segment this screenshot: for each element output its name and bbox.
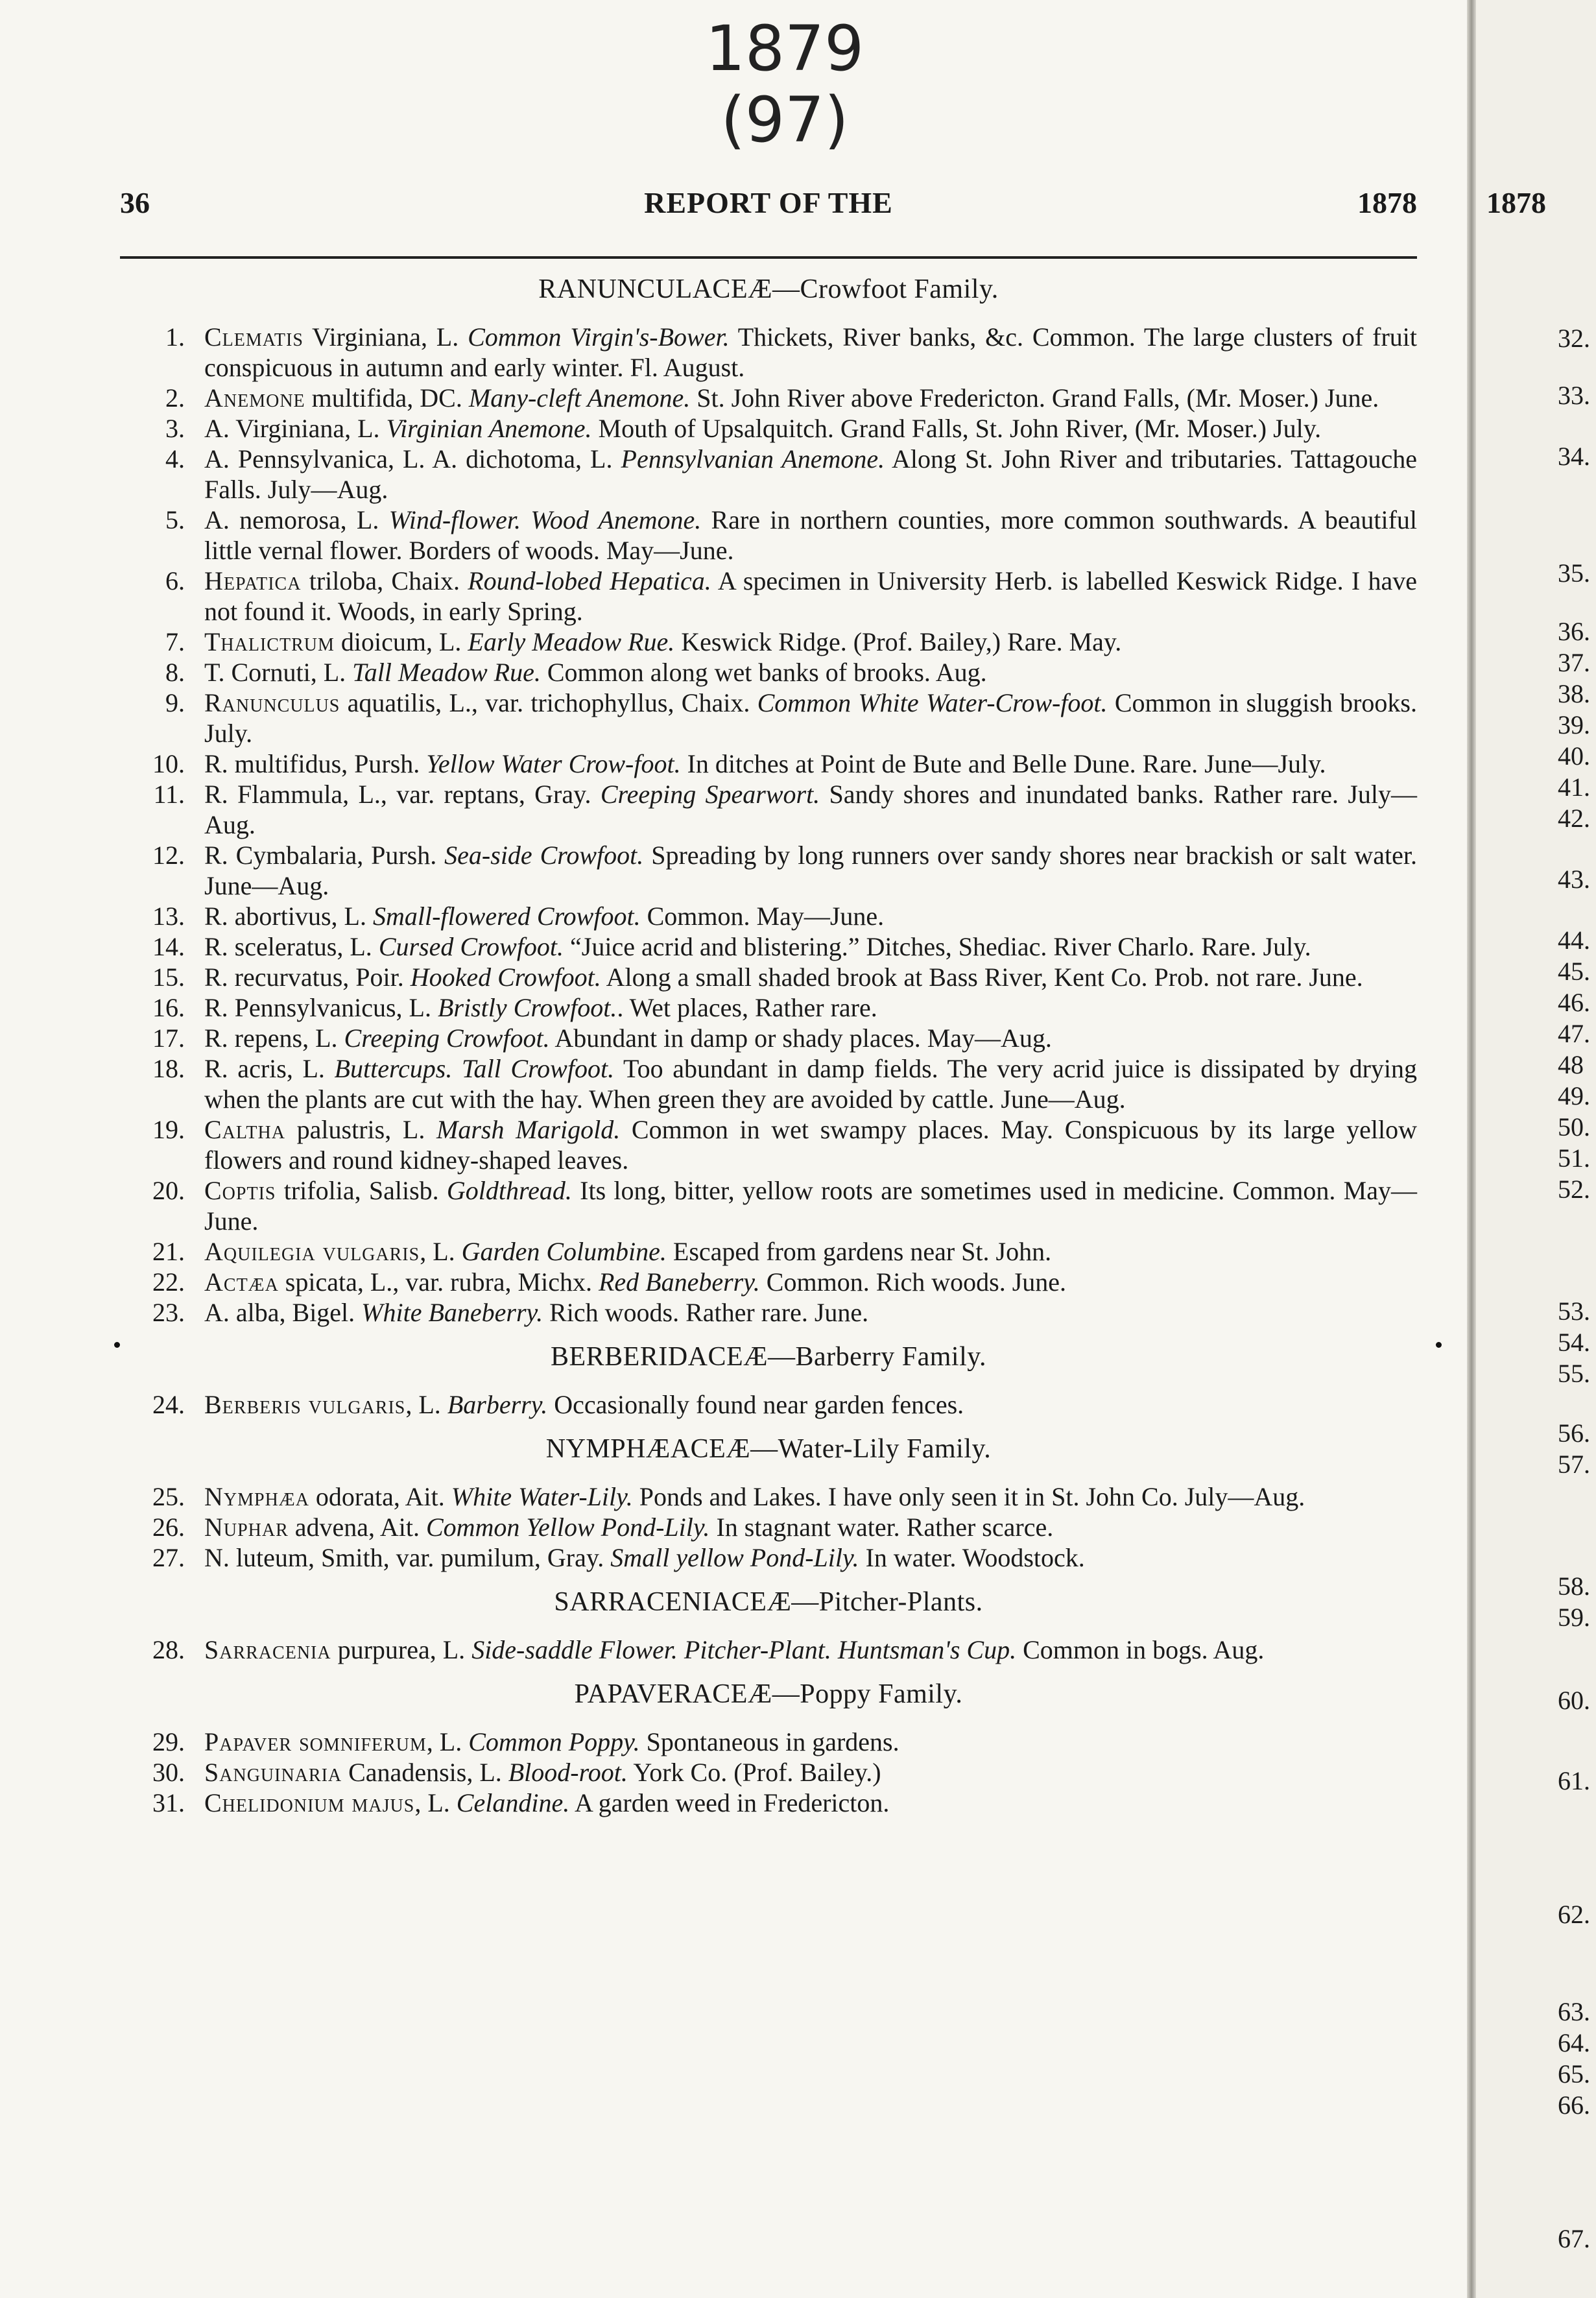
species-entry (120, 1481, 1417, 1512)
entry-note: Rich woods. Rather rare. June. (543, 1298, 869, 1327)
entry-text (204, 1053, 1417, 1114)
stray-dot-left (114, 1342, 120, 1348)
running-head (120, 186, 1417, 231)
adjacent-entry-number: 41. (1558, 772, 1590, 802)
common-name: Early Meadow Rue. (468, 627, 675, 656)
entry-number: 29. (152, 1727, 185, 1756)
entry-text (204, 1023, 1417, 1053)
entry-note: Mouth of Upsalquitch. Grand Falls, St. John River, (Mr. Moser.) July. (591, 414, 1322, 443)
genus-name: Caltha (204, 1115, 285, 1144)
scientific-name: aquatilis, L., var. trichophyllus, Chaix. (340, 688, 757, 717)
entry-note: “Juice acrid and blistering.” Ditches, Shediac. River Charlo. Rare. July. (564, 932, 1311, 961)
scientific-name: R. Flammula, L., var. reptans, Gray. (204, 780, 601, 809)
scientific-name: N. luteum, Smith, var. pumilum, Gray. (204, 1543, 611, 1572)
adjacent-page-year: 1878 (1486, 186, 1546, 219)
adjacent-entry-number: 64. (1558, 2028, 1590, 2057)
scientific-name: purpurea, L. (331, 1635, 472, 1664)
common-name: Creeping Crowfoot. (344, 1023, 550, 1053)
entry-number: 27. (152, 1543, 185, 1572)
scientific-name: T. Cornuti, L. (204, 658, 353, 687)
common-name: White Baneberry. (361, 1298, 543, 1327)
adjacent-entry-number: 54. (1558, 1328, 1590, 1357)
entry-note: Common. May—June. (640, 902, 885, 931)
entry-number: 3. (165, 414, 185, 443)
entry-number: 14. (152, 932, 185, 961)
species-entry (120, 840, 1417, 901)
entry-note: York Co. (Prof. Bailey.) (627, 1758, 881, 1787)
entry-text (204, 931, 1417, 962)
entry-number: 10. (152, 749, 185, 778)
entry-number: 31. (152, 1788, 185, 1817)
adjacent-entry-number: 66. (1558, 2090, 1590, 2120)
entry-number: 25. (152, 1482, 185, 1511)
entry-number: 20. (152, 1176, 185, 1205)
adjacent-entry-number: 50. (1558, 1112, 1590, 1142)
entry-number: 23. (152, 1298, 185, 1327)
entry-note: Abundant in damp or shady places. May—Aug. (549, 1023, 1052, 1053)
species-entry (120, 1236, 1417, 1267)
page-number: 36 (120, 186, 150, 219)
common-name: Pennsylvanian Anemone. (621, 444, 885, 473)
entry-number: 18. (152, 1054, 185, 1083)
common-name: Side-saddle Flower. Pitcher-Plant. Huntsman's Cup. (471, 1635, 1017, 1664)
common-name: Buttercups. Tall Crowfoot. (334, 1054, 615, 1083)
species-entry (120, 1512, 1417, 1542)
adjacent-entry-number: 33. (1558, 381, 1590, 410)
adjacent-entry-number: 46. (1558, 988, 1590, 1017)
running-head-year: 1878 (1357, 186, 1417, 219)
entry-text (204, 1512, 1417, 1542)
entry-text (204, 1175, 1417, 1236)
species-entry (120, 1634, 1417, 1665)
scientific-name: odorata, Ait. (309, 1482, 451, 1511)
scientific-name: multifida, DC. (305, 383, 469, 413)
entry-note: Rare in northern counties, more common southwards. A beautiful little vernal flower. Borders of woods. May—June. (204, 505, 1418, 565)
entry-number: 11. (153, 780, 185, 809)
entry-note: In ditches at Point de Bute and Belle Dune. Rare. June—July. (680, 749, 1326, 778)
scientific-name: A. Pennsylvanica, L. A. dichotoma, L. (204, 444, 621, 473)
genus-name: Hepatica (204, 566, 302, 595)
genus-name: Sarracenia (204, 1635, 331, 1664)
common-name: Round-lobed Hepatica. (468, 566, 711, 595)
species-entry (120, 901, 1417, 931)
adjacent-entry-number: 48 (1558, 1050, 1584, 1079)
entry-text (204, 992, 1417, 1023)
entry-text (204, 1727, 1417, 1757)
adjacent-entry-number: 35. (1558, 558, 1590, 588)
scientific-name: R. recurvatus, Poir. (204, 963, 411, 992)
common-name: Sea-side Crowfoot. (444, 841, 644, 870)
common-name: Bristly Crowfoot. (437, 993, 617, 1022)
scientific-name: trifolia, Salisb. (276, 1176, 447, 1205)
entry-text (204, 1236, 1417, 1267)
genus-name: Sanguinaria (204, 1758, 342, 1787)
species-entry (120, 413, 1417, 444)
common-name: Common Virgin's-Bower. (468, 322, 730, 352)
entry-text (204, 779, 1417, 840)
species-entry (120, 1727, 1417, 1757)
entry-note: Common in sluggish brooks. July. (204, 688, 1417, 748)
entry-text (204, 413, 1417, 444)
common-name: Blood-root. (508, 1758, 628, 1787)
adjacent-entry-number: 36. (1558, 617, 1590, 646)
entry-note: St. John River above Fredericton. Grand Falls, (Mr. Moser.) June. (690, 383, 1379, 413)
scientific-name: R. abortivus, L. (204, 902, 373, 931)
genus-name: Actæa (204, 1267, 279, 1297)
entry-number: 6. (165, 566, 185, 595)
handwritten-archive-note (687, 13, 882, 156)
scientific-name: R. Cymbalaria, Pursh. (204, 841, 445, 870)
genus-name: Anemone (204, 383, 305, 413)
entry-note: A garden weed in Fredericton. (569, 1788, 890, 1817)
scientific-name: R. sceleratus, L. (204, 932, 379, 961)
genus-name: Clematis (204, 322, 304, 352)
common-name: Common Yellow Pond-Lily. (425, 1513, 710, 1542)
species-entry (120, 962, 1417, 992)
adjacent-entry-number: 55. (1558, 1359, 1590, 1388)
genus-name: Nuphar (204, 1513, 289, 1542)
adjacent-entry-number: 58. (1558, 1572, 1590, 1601)
entry-note: Along St. John River and tributaries. Tattagouche Falls. July—Aug. (204, 444, 1418, 504)
scientific-name: , L. (426, 1727, 469, 1756)
species-entry (120, 657, 1417, 688)
entry-text (204, 962, 1417, 992)
entry-number: 2. (165, 383, 185, 413)
stray-dot-right (1436, 1342, 1442, 1348)
entry-number: 17. (152, 1023, 185, 1053)
entry-number: 8. (165, 658, 185, 687)
header-rule (120, 256, 1417, 259)
adjacent-entry-number: 52. (1558, 1175, 1590, 1204)
species-entry (120, 779, 1417, 840)
entry-note: Spreading by long runners over sandy shores near brackish or salt water. June—Aug. (204, 841, 1417, 900)
species-entry (120, 505, 1417, 566)
family-heading: PAPAVERACEÆ—Poppy Family. (574, 1679, 963, 1709)
entry-number: 15. (152, 963, 185, 992)
scientific-name: A. alba, Bigel. (204, 1298, 362, 1327)
scientific-name: R. multifidus, Pursh. (204, 749, 427, 778)
entry-text (204, 1634, 1417, 1665)
species-entry (120, 383, 1417, 413)
species-entry (120, 1175, 1417, 1236)
entry-number: 12. (152, 841, 185, 870)
entry-text (204, 748, 1417, 779)
common-name: Small yellow Pond-Lily. (610, 1543, 859, 1572)
common-name: Tall Meadow Rue. (352, 658, 541, 687)
species-entry (120, 444, 1417, 505)
entry-number: 28. (152, 1635, 185, 1664)
genus-name: Coptis (204, 1176, 276, 1205)
entry-note: . Wet places, Rather rare. (617, 993, 877, 1022)
entry-note: In stagnant water. Rather scarce. (709, 1513, 1054, 1542)
species-entry (120, 1053, 1417, 1114)
entry-note: Thickets, River banks, &c. Common. The large clusters of fruit conspicuous in autumn and early winter. Fl. August. (204, 322, 1418, 382)
entry-number: 5. (165, 505, 185, 534)
family-heading: BERBERIDACEÆ—Barberry Family. (550, 1342, 987, 1372)
entry-text (204, 566, 1417, 627)
species-entry (120, 688, 1417, 748)
adjacent-entry-number: 43. (1558, 865, 1590, 894)
species-entry (120, 627, 1417, 657)
adjacent-entry-number: 67. (1558, 2224, 1590, 2253)
adjacent-entry-number: 63. (1558, 1997, 1590, 2026)
entry-text (204, 1267, 1417, 1297)
species-list (120, 269, 1417, 1818)
entry-number: 4. (165, 444, 185, 473)
species-entry (120, 1297, 1417, 1328)
adjacent-entry-number: 44. (1558, 926, 1590, 955)
common-name: Small-flowered Crowfoot. (372, 902, 641, 931)
genus-name: Ranunculus (204, 688, 340, 717)
adjacent-entry-number: 60. (1558, 1686, 1590, 1715)
entry-note: Keswick Ridge. (Prof. Bailey,) Rare. May. (674, 627, 1122, 656)
family-heading: SARRACENIACEÆ—Pitcher-Plants. (554, 1587, 983, 1617)
adjacent-entry-number: 51. (1558, 1143, 1590, 1173)
common-name: Many-cleft Anemone. (468, 383, 691, 413)
species-entry (120, 1389, 1417, 1420)
running-head-title: REPORT OF THE (644, 186, 893, 219)
scientific-name: Canadensis, L. (342, 1758, 508, 1787)
common-name: Virginian Anemone. (386, 414, 592, 443)
adjacent-entry-number: 38. (1558, 679, 1590, 708)
scientific-name: , L. (420, 1237, 462, 1266)
entry-number: 21. (152, 1237, 185, 1266)
entry-note: A specimen in University Herb. is labelled Keswick Ridge. I have not found it. Woods, in early Spring. (204, 566, 1417, 626)
entry-note: In water. Woodstock. (859, 1543, 1085, 1572)
common-name: Garden Columbine. (461, 1237, 667, 1266)
adjacent-entry-number: 39. (1558, 710, 1590, 739)
adjacent-entry-number: 62. (1558, 1900, 1590, 1929)
adjacent-entry-number: 59. (1558, 1603, 1590, 1632)
entry-text (204, 1389, 1417, 1420)
species-entry (120, 1788, 1417, 1818)
family-heading: RANUNCULACEÆ—Crowfoot Family. (538, 274, 999, 304)
entry-note: Sandy shores and inundated banks. Rather rare. July—Aug. (204, 780, 1418, 839)
species-entry (120, 1267, 1417, 1297)
entry-text (204, 1297, 1417, 1328)
adjacent-entry-number: 40. (1558, 741, 1590, 771)
entry-text (204, 901, 1417, 931)
entry-number: 1. (165, 322, 185, 352)
entry-number: 19. (152, 1115, 185, 1144)
entry-text (204, 1481, 1417, 1512)
entry-text (204, 657, 1417, 688)
entry-note: Its long, bitter, yellow roots are sometimes used in medicine. Common. May—June. (204, 1176, 1418, 1236)
entry-number: 16. (152, 993, 185, 1022)
entry-note: Spontaneous in gardens. (639, 1727, 899, 1756)
entry-text (204, 444, 1417, 505)
entry-number: 22. (152, 1267, 185, 1297)
entry-text (204, 383, 1417, 413)
scientific-name: R. repens, L. (204, 1023, 344, 1053)
entry-text (204, 1788, 1417, 1818)
common-name: White Water-Lily. (451, 1482, 633, 1511)
common-name: Hooked Crowfoot. (410, 963, 601, 992)
entry-number: 9. (165, 688, 185, 717)
entry-text (204, 1542, 1417, 1573)
common-name: Marsh Marigold. (436, 1115, 621, 1144)
species-entry (120, 992, 1417, 1023)
entry-number: 30. (152, 1758, 185, 1787)
scientific-name: R. Pennsylvanicus, L. (204, 993, 438, 1022)
entry-note: Occasionally found near garden fences. (547, 1390, 964, 1419)
entry-number: 24. (152, 1390, 185, 1419)
archive-note-year: 1879 (705, 12, 864, 85)
species-entry (120, 566, 1417, 627)
adjacent-entry-number: 42. (1558, 804, 1590, 833)
adjacent-entry-number: 34. (1558, 442, 1590, 471)
adjacent-entry-number: 37. (1558, 648, 1590, 677)
entry-text (204, 505, 1417, 566)
entry-text (204, 840, 1417, 901)
entry-note: Along a small shaded brook at Bass River, Kent Co. Prob. not rare. June. (601, 963, 1363, 992)
common-name: Red Baneberry. (598, 1267, 760, 1297)
family-heading: NYMPHÆACEÆ—Water-Lily Family. (545, 1434, 992, 1464)
scientific-name: dioicum, L. (334, 627, 468, 656)
genus-name: Nymphæa (204, 1482, 309, 1511)
genus-name: Papaver somniferum (204, 1727, 427, 1756)
adjacent-entry-number: 47. (1558, 1019, 1590, 1048)
genus-name: Aquilegia vulgaris (204, 1237, 420, 1266)
genus-name: Berberis vulgaris (204, 1390, 406, 1419)
page-gutter (1467, 0, 1476, 2298)
entry-note: Common in bogs. Aug. (1016, 1635, 1265, 1664)
common-name: Wind-flower. Wood Anemone. (388, 505, 702, 534)
common-name: Creeping Spearwort. (600, 780, 820, 809)
scientific-name: Virginiana, L. (303, 322, 468, 352)
entry-note: Common in wet swampy places. May. Conspicuous by its large yellow flowers and round kidney-shaped leaves. (204, 1115, 1417, 1175)
scientific-name: palustris, L. (285, 1115, 436, 1144)
adjacent-entry-number: 53. (1558, 1297, 1590, 1326)
entry-number: 26. (152, 1513, 185, 1542)
entry-text (204, 688, 1417, 748)
archive-note-index: (97) (721, 84, 849, 156)
species-entry (120, 1114, 1417, 1175)
entry-text (204, 322, 1417, 383)
entry-note: Common. Rich woods. June. (759, 1267, 1067, 1297)
adjacent-entry-number: 57. (1558, 1450, 1590, 1479)
genus-name: Thalictrum (204, 627, 335, 656)
adjacent-entry-number: 61. (1558, 1766, 1590, 1795)
scientific-name: A. Virginiana, L. (204, 414, 387, 443)
adjacent-entry-number: 49. (1558, 1081, 1590, 1110)
common-name: Goldthread. (446, 1176, 572, 1205)
common-name: Barberry. (447, 1390, 548, 1419)
scientific-name: , L. (405, 1390, 447, 1419)
common-name: Cursed Crowfoot. (378, 932, 564, 961)
entry-text (204, 627, 1417, 657)
species-entry (120, 1023, 1417, 1053)
common-name: Yellow Water Crow-foot. (426, 749, 681, 778)
species-entry (120, 322, 1417, 383)
entry-text (204, 1114, 1417, 1175)
entry-note: Common along wet banks of brooks. Aug. (540, 658, 987, 687)
scientific-name: spicata, L., var. rubra, Michx. (278, 1267, 599, 1297)
common-name: Common Poppy. (468, 1727, 640, 1756)
entry-note: Escaped from gardens near St. John. (666, 1237, 1052, 1266)
entry-note: Ponds and Lakes. I have only seen it in St. John Co. July—Aug. (632, 1482, 1305, 1511)
adjacent-entry-number: 56. (1558, 1418, 1590, 1448)
scientific-name: advena, Ait. (288, 1513, 426, 1542)
species-entry (120, 1757, 1417, 1788)
entry-text (204, 1757, 1417, 1788)
entry-note: Too abundant in damp fields. The very acrid juice is dissipated by drying when the plants are cut with the hay. When green they are avoided by cattle. June—Aug. (204, 1054, 1418, 1114)
entry-number: 13. (152, 902, 185, 931)
entry-number: 7. (165, 627, 185, 656)
scientific-name: R. acris, L. (204, 1054, 335, 1083)
adjacent-entry-number: 65. (1558, 2059, 1590, 2089)
species-entry (120, 748, 1417, 779)
scientific-name: A. nemorosa, L. (204, 505, 389, 534)
genus-name: Chelidonium majus (204, 1788, 415, 1817)
scientific-name: triloba, Chaix. (301, 566, 468, 595)
common-name: Celandine. (456, 1788, 570, 1817)
common-name: Common White Water-Crow-foot. (757, 688, 1108, 717)
scientific-name: , L. (414, 1788, 457, 1817)
adjacent-entry-number: 45. (1558, 957, 1590, 986)
species-entry (120, 931, 1417, 962)
species-entry (120, 1542, 1417, 1573)
adjacent-entry-number: 32. (1558, 324, 1590, 353)
